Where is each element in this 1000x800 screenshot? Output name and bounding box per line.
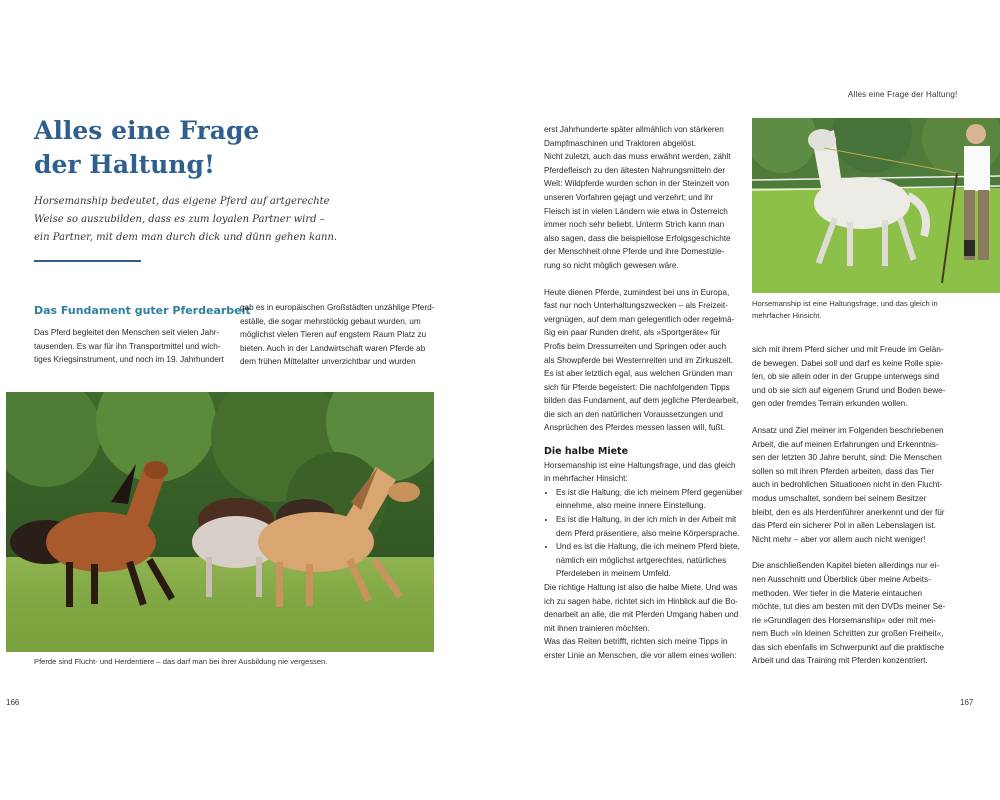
list-item: • Und es ist die Haltung, die ich meinem Pferd biete, nämlich ein möglichst artgerechtes, natürliches Pferdeleben in meinem Umfeld.	[556, 540, 743, 581]
text-line: denarbeit an alle, die mit Pferden Umgang haben und	[544, 610, 739, 620]
text-line: unseren Vorfahren gejagt und verzehrt; und ihr	[544, 192, 714, 202]
text-line: erster Linie an Menschen, die vor allem eines wollen:	[544, 650, 737, 660]
text-line: len, ob sie allein oder in der Gruppe unterwegs sind	[752, 372, 940, 382]
left-column-1	[34, 326, 224, 367]
list-item: • Es ist die Haltung, in der ich mich in der Arbeit mit dem Pferd präsentiere, also meine Körpersprache.	[556, 513, 743, 540]
title-divider	[34, 260, 141, 262]
text-line: bilden das Fundament, auf dem jegliche Pferdearbeit,	[544, 396, 739, 406]
horse-herd-illustration	[6, 392, 434, 652]
page-number-left: 166	[6, 698, 20, 707]
text-line: Profis beim Dressurreiten und Springen oder auch	[544, 341, 727, 351]
text-line: Dampfmaschinen und Traktoren abgelöst.	[544, 138, 697, 148]
text-line: auch in bedrohlichen Situationen nicht in den Flucht-	[752, 480, 943, 490]
text-line: ich zu sagen habe, richtet sich im Hinblick auf die Bo-	[544, 596, 738, 606]
text-line: bleibt, den es als Herdenführer anerkennt und der für	[752, 507, 945, 517]
text-line: Nicht mehr – aber vor allem auch nicht weniger!	[752, 534, 926, 544]
horse-herd-photo	[6, 392, 434, 652]
text-line: modus umschaltet, sondern bei seinem Besitzer	[752, 493, 927, 503]
text-line: vergnügen, auf dem man gelegentlich oder regelmä-	[544, 314, 735, 324]
text-line: erst Jahrhunderte später allmählich von stärkeren	[544, 125, 724, 134]
right-photo-caption	[752, 298, 938, 322]
text-line: möglichst vielen Tieren auf engstem Raum Platz zu	[240, 330, 427, 340]
right-column-1	[544, 123, 743, 663]
text-line: sen der letzten 30 Jahre beruht, sind: Die Menschen	[752, 453, 942, 463]
text-line: sich mit ihrem Pferd sicher und mit Freude im Gelän-	[752, 345, 944, 354]
text-line: Welt: Wildpferde wurden schon in der Steinzeit von	[544, 179, 730, 189]
text-line: Horsemanship ist eine Haltungsfrage, und das gleich	[544, 460, 736, 470]
text-line: möchte, tut dies am besten mit den DVDs meiner Se-	[752, 602, 946, 612]
text-line: sollen so mit ihren Pferden arbeiten, dass das Tier	[752, 466, 935, 476]
text-line: und ob sie sich auf eigenem Grund und Boden bewe-	[752, 385, 946, 395]
chapter-title-line-2: der Haltung!	[34, 150, 215, 179]
text-line: mit ihnen trainieren möchten.	[544, 623, 650, 633]
text-line: de bewegen. Dabei soll und darf es keine Rolle spie-	[752, 358, 944, 368]
lead-line: Horsemanship bedeutet, das eigene Pferd auf artgerechte	[34, 196, 330, 207]
text-line: in mehrfacher Hinsicht:	[544, 474, 628, 484]
text-line: fast nur noch Unterhaltungszwecken – als Freizeit-	[544, 301, 728, 311]
text-line: gab es in europäischen Großstädten unzählige Pferd-	[240, 303, 435, 312]
text-line: Es ist aber letztlich egal, aus welchen Gründen man	[544, 369, 733, 379]
text-line: dem frühen Mittelalter unverzichtbar und wurden	[240, 357, 416, 367]
text-line: tiges Kriegsinstrument, und noch im 19. Jahrhundert	[34, 355, 224, 365]
text-line: Was das Reiten betrifft, richten sich meine Tipps in	[544, 637, 728, 647]
text-line: Die anschließenden Kapitel bieten allerdings nur ei-	[752, 561, 940, 571]
lead-paragraph	[34, 193, 337, 247]
text-line: das sich ebenfalls im Schwerpunkt auf die praktische	[752, 642, 945, 652]
text-line: Das Pferd begleitet den Menschen seit vielen Jahr-	[34, 328, 220, 337]
text-line: methoden. Wer tiefer in die Materie eintauchen	[752, 588, 923, 598]
list-item: • Es ist die Haltung, die ich meinem Pferd gegenüber einnehme, also meine innere Einstellung.	[556, 486, 743, 513]
subheading: Die halbe Miete	[544, 446, 629, 458]
text-line: tausenden. Es war für ihn Transportmittel und wich-	[34, 341, 221, 351]
text-line: nem Buch »In kleinen Schritten zur großen Freiheit«,	[752, 629, 944, 639]
text-line: eställe, die sogar mehrstöckig gebaut wurden, um	[240, 316, 421, 326]
horse-lunging-illustration	[752, 118, 1000, 293]
text-line: der Menschheit ohne Pferde und ihre Domestizie-	[544, 247, 725, 257]
caption-line: Horsemanship ist eine Haltungsfrage, und das gleich in	[752, 299, 938, 308]
text-line: also sagen, dass die beispiellose Erfolgsgeschichte	[544, 233, 731, 243]
text-line: das Pferd ein sicherer Pol in allen Lebenslagen ist.	[752, 521, 936, 531]
lead-line: ein Partner, mit dem man durch dick und dünn gehen kann.	[34, 232, 338, 243]
text-line: Arbeit und das Training mit Pferden konzentriert.	[752, 656, 928, 666]
lead-line: Weise so auszubilden, dass es zum loyalen Partner wird –	[34, 214, 325, 225]
text-line: Nicht zuletzt, auch das muss erwähnt werden, zählt	[544, 152, 731, 162]
right-column-2	[752, 343, 945, 668]
bullet-list	[544, 486, 743, 581]
left-photo-caption: Pferde sind Flucht- und Herdentiere – das darf man bei ihrer Ausbildung nie vergessen.	[34, 657, 328, 666]
page-number-right: 167	[960, 698, 974, 707]
running-head: Alles eine Frage der Haltung!	[848, 90, 958, 99]
text-line: ßig ein paar Runden dreht, als »Sportgeräte« für	[544, 328, 721, 338]
text-line: sich für Pferde begeistert: Die nachfolgenden Tipps	[544, 382, 730, 392]
text-line: immer noch sehr beliebt. Unterm Strich kann man	[544, 220, 725, 230]
text-line: die sich an den natürlichen Voraussetzungen und	[544, 409, 723, 419]
text-line: Fleisch ist in vielen Ländern wie etwa in Österreich	[544, 206, 728, 216]
left-column-2	[240, 301, 434, 369]
section-heading: Das Fundament guter Pferdearbeit	[34, 304, 251, 317]
text-line: Heute dienen Pferde, zumindest bei uns in Europa,	[544, 287, 730, 297]
chapter-title	[34, 114, 259, 182]
text-line: Ansprüchen des Pferdes messen lassen will, fußt.	[544, 423, 726, 433]
caption-line: mehrfacher Hinsicht.	[752, 311, 822, 320]
text-line: Ansatz und Ziel meiner im Folgenden beschriebenen	[752, 425, 944, 435]
text-line: bieten. Auch in der Landwirtschaft waren Pferde ab	[240, 343, 426, 353]
text-line: Arbeit, die auf meinen Erfahrungen und Erkenntnis-	[752, 439, 939, 449]
text-line: gen oder fremdes Terrain erkunden wollen.	[752, 399, 908, 409]
text-line: Die richtige Haltung ist also die halbe Miete. Und was	[544, 583, 738, 592]
chapter-title-line-1: Alles eine Frage	[34, 116, 260, 145]
text-line: nen Ausschnitt und Überblick über meine Arbeits-	[752, 574, 931, 584]
text-line: rie »Grundlagen des Horsemanship« oder mit mei-	[752, 615, 936, 625]
horse-lunging-photo	[752, 118, 1000, 293]
text-line: Pferdefleisch zu den ältesten Nahrungsmitteln der	[544, 165, 726, 175]
text-line: rung so nicht möglich gewesen wäre.	[544, 260, 679, 270]
text-line: als Showpferde bei Westernreiten und im Zirkuszelt.	[544, 355, 734, 365]
